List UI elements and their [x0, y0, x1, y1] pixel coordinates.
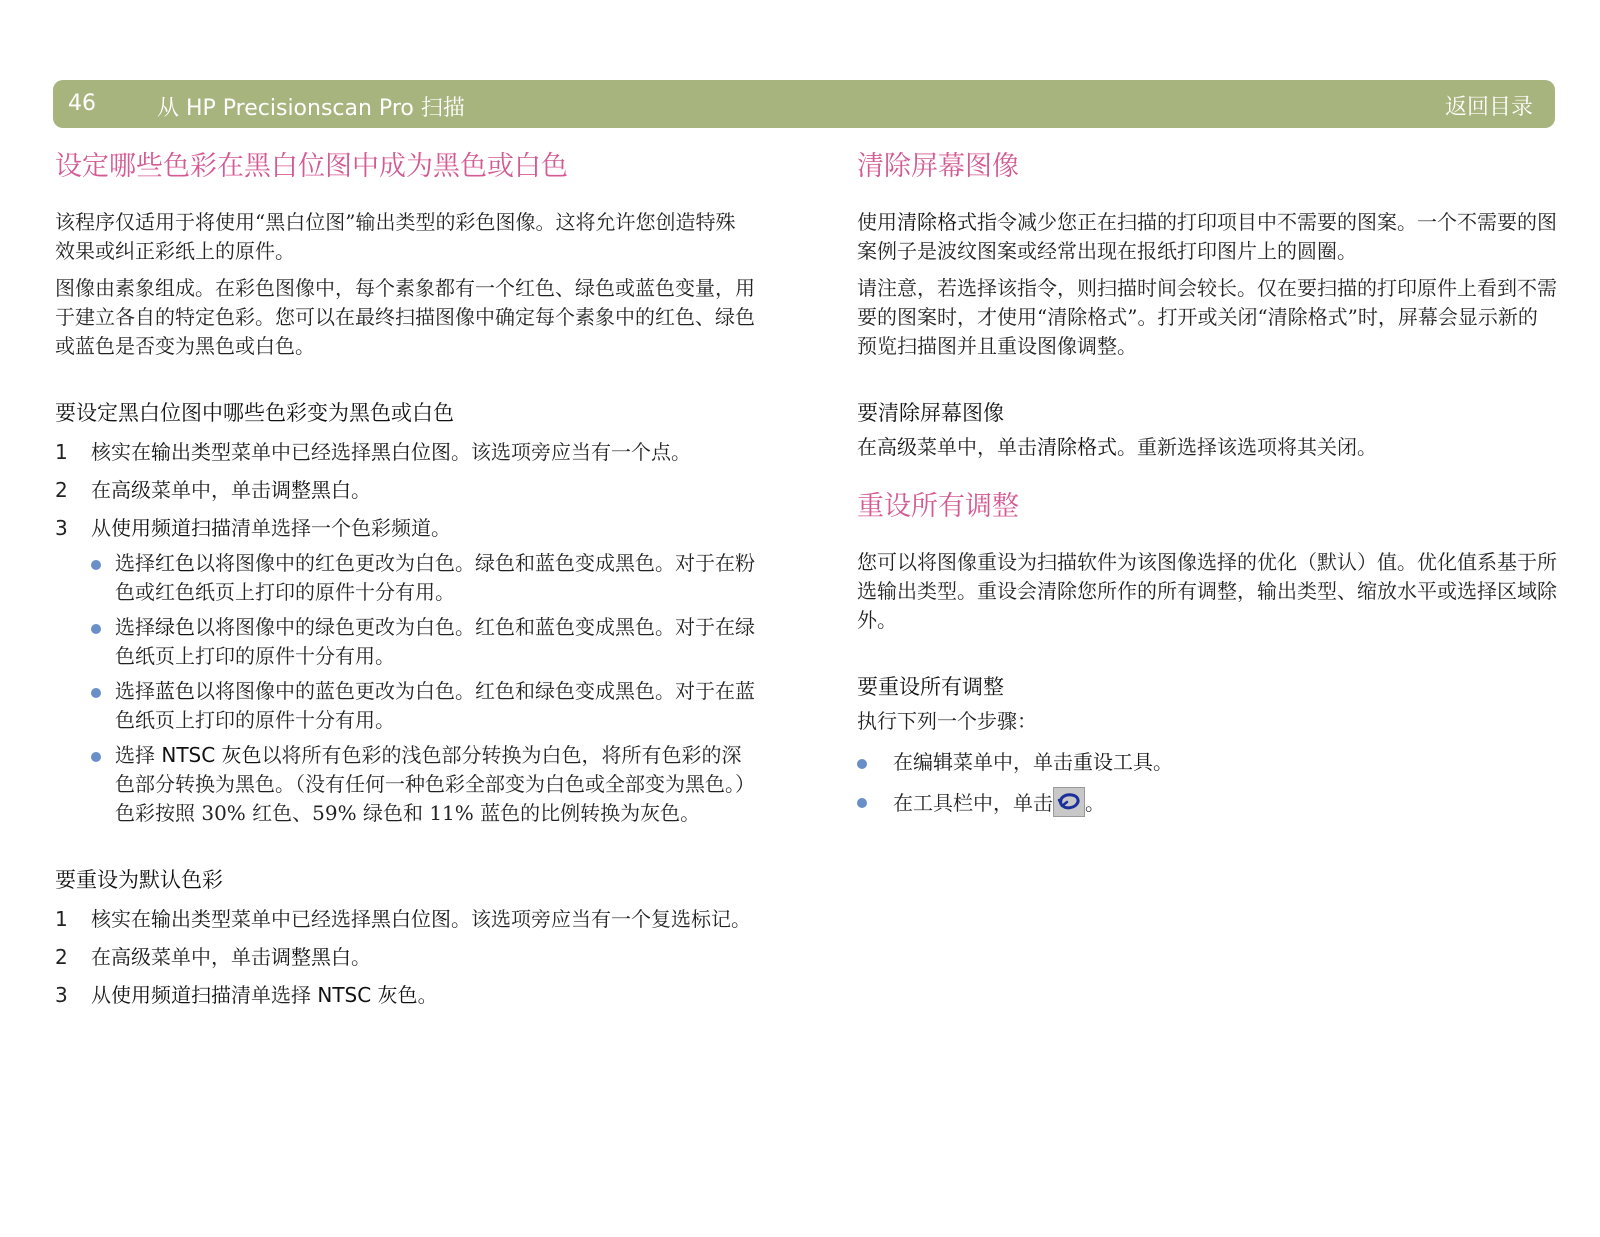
reset-bullet-toolbar: 在工具栏中，单击 。: [857, 787, 1557, 818]
pixel-paragraph: 图像由素象组成。在彩色图像中，每个素象都有一个红色、绿色或蓝色变量，用于建立各自的特定色彩。您可以在最终扫描图像中确定每个素象中的红色、绿色或蓝色是否变为黑色或白色。: [55, 276, 755, 358]
subheading-reset-default: 要重设为默认色彩: [55, 868, 223, 892]
bullet-item-red: 选择红色以将图像中的红色更改为白色。绿色和蓝色变成黑色。对于在粉色或红色纸页上打印的原件十分有用。: [55, 549, 755, 607]
step-text: 在高级菜单中，单击调整黑白。: [91, 478, 371, 502]
bullet-icon: [857, 759, 867, 769]
subheading-descreen: 要清除屏幕图像: [857, 401, 1004, 425]
back-to-contents-link[interactable]: 返回目录: [1444, 95, 1533, 120]
step-text: 从使用频道扫描清单选择 NTSC 灰色。: [91, 983, 438, 1007]
bullet-icon: [91, 688, 101, 698]
step-text: 在高级菜单中，单击调整黑白。: [91, 945, 371, 969]
section-heading-bw-colors: 设定哪些色彩在黑白位图中成为黑色或白色: [55, 151, 568, 182]
section-heading-reset-all: 重设所有调整: [857, 491, 1019, 522]
section-heading-descreen: 清除屏幕图像: [857, 151, 1019, 182]
bullet-icon: [91, 624, 101, 634]
step-item: 3 从使用频道扫描清单选择 NTSC 灰色。: [55, 981, 755, 1010]
step-item: 1 核实在输出类型菜单中已经选择黑白位图。该选项旁应当有一个复选标记。: [55, 905, 755, 934]
descreen-instruction: 在高级菜单中，单击清除格式。重新选择该选项将其关闭。: [857, 435, 1377, 459]
bullet-icon: [91, 752, 101, 762]
step-item: 3 从使用频道扫描清单选择一个色彩频道。: [55, 514, 755, 543]
step-text: 从使用频道扫描清单选择一个色彩频道。: [91, 516, 451, 540]
step-item: 2 在高级菜单中，单击调整黑白。: [55, 943, 755, 972]
page-number: 46: [68, 91, 96, 116]
step-text: 核实在输出类型菜单中已经选择黑白位图。该选项旁应当有一个点。: [91, 440, 691, 464]
step-item: 1 核实在输出类型菜单中已经选择黑白位图。该选项旁应当有一个点。: [55, 438, 755, 467]
reset-paragraph: 您可以将图像重设为扫描软件为该图像选择的优化（默认）值。优化值系基于所选输出类型。重设会清除您所作的所有调整，输出类型、缩放水平或选择区域除外。: [857, 550, 1557, 632]
header-title: 从 HP Precisionscan Pro 扫描: [157, 96, 465, 121]
reset-bullet-menu: 在编辑菜单中，单击重设工具。: [857, 748, 1557, 777]
reset-intro: 执行下列一个步骤：: [857, 709, 1037, 733]
bullet-icon: [91, 560, 101, 570]
reset-tool-icon[interactable]: [1053, 787, 1085, 817]
descreen-note-paragraph: 请注意，若选择该指令，则扫描时间会较长。仅在要扫描的打印原件上看到不需要的图案时，才使用“清除格式”。打开或关闭“清除格式”时，屏幕会显示新的预览扫描图并且重设图像调整。: [857, 276, 1557, 358]
left-column: [55, 148, 755, 1010]
right-column: [857, 148, 1557, 818]
bullet-item-blue: 选择蓝色以将图像中的蓝色更改为白色。红色和绿色变成黑色。对于在蓝色纸页上打印的原件十分有用。: [55, 677, 755, 735]
header-bar: [53, 80, 1555, 128]
step-item: 2 在高级菜单中，单击调整黑白。: [55, 476, 755, 505]
subheading-set-bw: 要设定黑白位图中哪些色彩变为黑色或白色: [55, 401, 454, 425]
descreen-paragraph: 使用清除格式指令减少您正在扫描的打印项目中不需要的图案。一个不需要的图案例子是波纹图案或经常出现在报纸打印图片上的圆圈。: [857, 210, 1557, 263]
bullet-item-ntsc: 选择 NTSC 灰色以将所有色彩的浅色部分转换为白色，将所有色彩的深色部分转换为黑色。（没有任何一种色彩全部变为白色或全部变为黑色。）色彩按照 30% 红色、59% 绿色和 11% 蓝色的比例转换为灰色。: [55, 741, 755, 828]
bullet-icon: [857, 798, 867, 808]
subheading-reset-all: 要重设所有调整: [857, 675, 1004, 699]
intro-paragraph: 该程序仅适用于将使用“黑白位图”输出类型的彩色图像。这将允许您创造特殊效果或纠正彩纸上的原件。: [55, 210, 736, 263]
step-text: 核实在输出类型菜单中已经选择黑白位图。该选项旁应当有一个复选标记。: [91, 907, 751, 931]
bullet-item-green: 选择绿色以将图像中的绿色更改为白色。红色和蓝色变成黑色。对于在绿色纸页上打印的原件十分有用。: [55, 613, 755, 671]
